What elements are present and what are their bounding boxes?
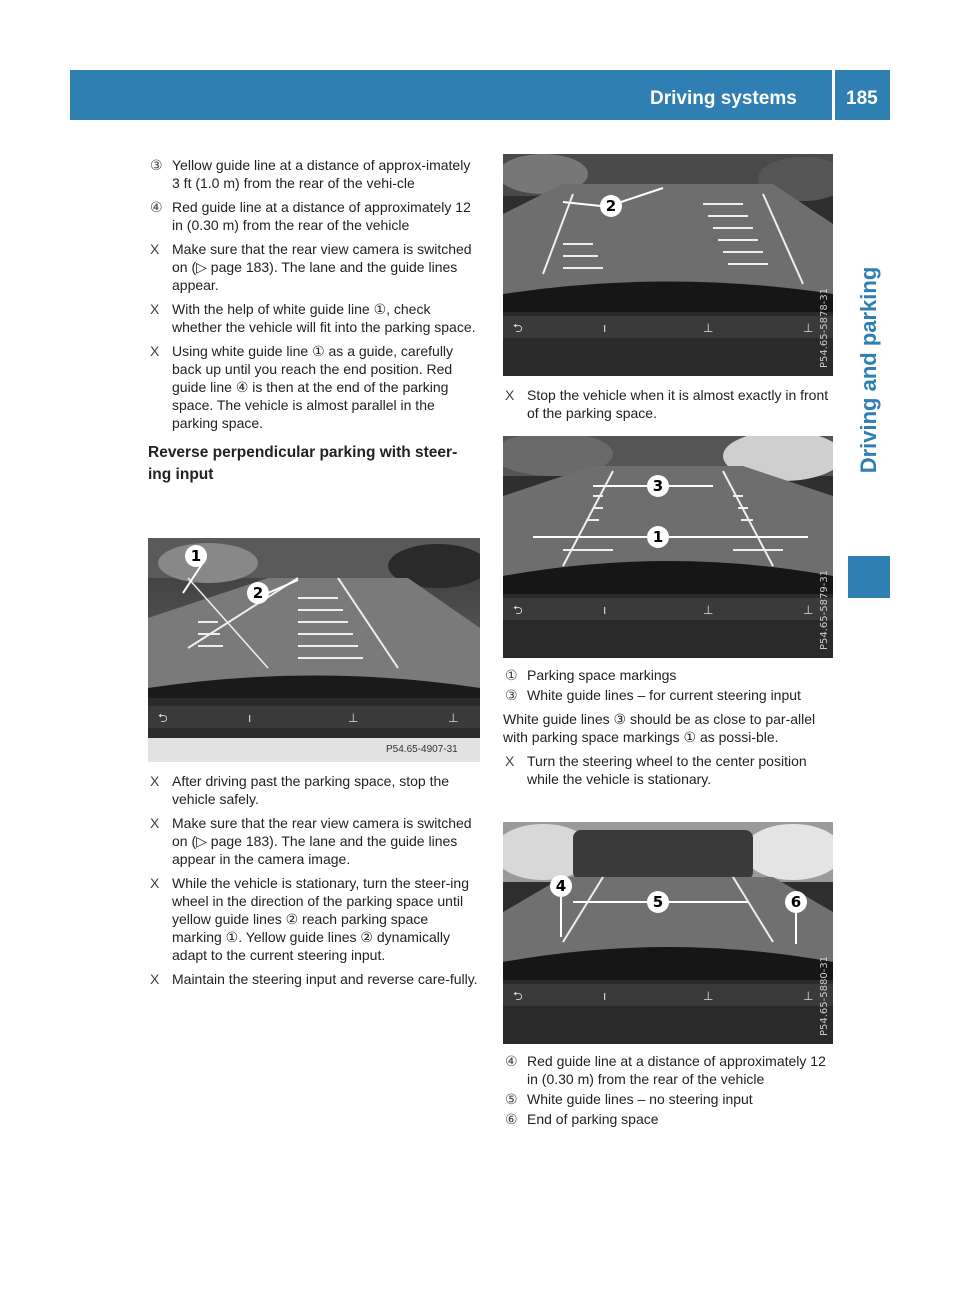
right-column-c [503,1052,833,1134]
item-marker: X [150,343,160,359]
figure-label: 1 [190,547,202,565]
item-marker: X [150,875,160,891]
svg-text:ı: ı [603,321,607,335]
figure-label: 2 [605,197,617,215]
legend-text: Parking space markings [527,667,677,683]
item-text: Red guide line at a distance of approximately 12 in (0.30 m) from the rear of the vehicle [172,199,471,233]
legend-text: White guide lines – no steering input [527,1091,753,1107]
svg-text:ı: ı [603,603,607,617]
figure-label: 6 [790,893,802,911]
item-marker: X [150,773,160,789]
list-item [148,814,480,868]
list-item [148,772,480,808]
section-heading: Reverse perpendicular parking with steer-ing input [148,444,458,483]
camera-figure-1 [148,538,480,762]
legend-item [503,686,833,704]
list-item [148,300,480,336]
list-item [148,970,480,988]
legend-item [503,1090,833,1108]
svg-text:⊥: ⊥ [703,989,714,1003]
camera-figure-4 [503,822,833,1044]
svg-text:⊥: ⊥ [703,603,714,617]
item-text: Make sure that the rear view camera is switched on (▷ page 183). The lane and the guide lines appear in the camera image. [172,815,472,867]
item-text: While the vehicle is stationary, turn the steer-ing wheel in the direction of the parking space until yellow guide lines ② reach parking space marking ①. Yellow guide lines ② dynamically adapt to the current steering input. [172,875,469,963]
figure-code: P54.65-5879-31 [819,569,830,650]
figure-label: 3 [652,477,664,495]
figure-code: P54.65-5878-31 [819,287,830,368]
item-marker: X [505,387,515,403]
list-item [148,198,480,234]
item-marker: X [150,971,160,987]
legend-marker: ④ [505,1053,518,1069]
legend-marker: ③ [505,687,518,703]
item-marker: ③ [150,157,163,173]
item-marker: X [150,815,160,831]
legend-item [503,666,833,684]
svg-text:⊥: ⊥ [348,711,359,725]
svg-text:⮌: ⮌ [158,711,168,725]
svg-text:ı: ı [603,989,607,1003]
right-column-b [503,666,833,794]
chapter-tab [848,150,890,590]
item-marker: X [150,301,160,317]
list-item [503,752,833,788]
header-separator [832,70,835,120]
item-marker: X [150,241,160,257]
list-item [503,386,833,422]
legend-text: Red guide line at a distance of approximately 12 in (0.30 m) from the rear of the vehicle [527,1053,826,1087]
camera-image-2 [503,154,833,376]
legend-item [503,1110,833,1128]
svg-text:⊥: ⊥ [448,711,459,725]
paragraph: White guide lines ③ should be as close to par-allel with parking space markings ① as possi-ble. [503,711,816,745]
item-text: Make sure that the rear view camera is switched on (▷ page 183). The lane and the guide lines appear. [172,241,472,293]
list-item [148,342,480,432]
chapter-marker [848,556,890,598]
legend-text: White guide lines – for current steering input [527,687,801,703]
svg-text:⊥: ⊥ [803,321,814,335]
svg-text:⊥: ⊥ [803,603,814,617]
figure-code: P54.65-4907-31 [386,744,458,755]
item-text: After driving past the parking space, stop the vehicle safely. [172,773,450,807]
page-number: 185 [846,88,878,109]
item-text: Yellow guide line at a distance of approx-imately 3 ft (1.0 m) from the rear of the vehi-cle [172,157,471,191]
svg-text:⮌: ⮌ [513,321,523,335]
item-text: Stop the vehicle when it is almost exactly in front of the parking space. [527,387,829,421]
svg-text:⮌: ⮌ [513,989,523,1003]
legend-marker: ⑥ [505,1111,518,1127]
right-column-a [503,386,833,428]
figure-label: 4 [555,877,567,895]
svg-text:⮌: ⮌ [513,603,523,617]
figure-label: 5 [652,893,664,911]
legend-text: End of parking space [527,1111,659,1127]
camera-figure-2 [503,154,833,376]
camera-image-1 [148,538,480,762]
chapter-tab-label: Driving and parking [856,266,881,474]
figure-code: P54.65-5880-31 [819,955,830,1036]
item-text: Using white guide line ① as a guide, carefully back up until you reach the end position. Red guide line ④ is then at the end of the parking space. The vehicle is almost parallel in the parking space. [172,343,454,431]
list-item [148,874,480,964]
legend-marker: ① [505,667,518,683]
svg-text:⊥: ⊥ [803,989,814,1003]
list-item [148,240,480,294]
item-marker: ④ [150,199,163,215]
camera-image-4 [503,822,833,1044]
item-text: Maintain the steering input and reverse care-fully. [172,971,478,987]
left-column-bottom [148,772,480,994]
figure-label: 1 [652,528,664,546]
svg-text:⊥: ⊥ [703,321,714,335]
legend-marker: ⑤ [505,1091,518,1107]
camera-image-3 [503,436,833,658]
left-column-top [148,156,480,492]
camera-figure-3 [503,436,833,658]
figure-label: 2 [252,584,264,602]
section-title: Driving systems [650,88,797,109]
list-item [148,156,480,192]
item-text: With the help of white guide line ①, check whether the vehicle will fit into the parking space. [172,301,476,335]
item-text: Turn the steering wheel to the center position while the vehicle is stationary. [527,753,807,787]
legend-item [503,1052,833,1088]
item-marker: X [505,753,515,769]
svg-text:ı: ı [248,711,252,725]
